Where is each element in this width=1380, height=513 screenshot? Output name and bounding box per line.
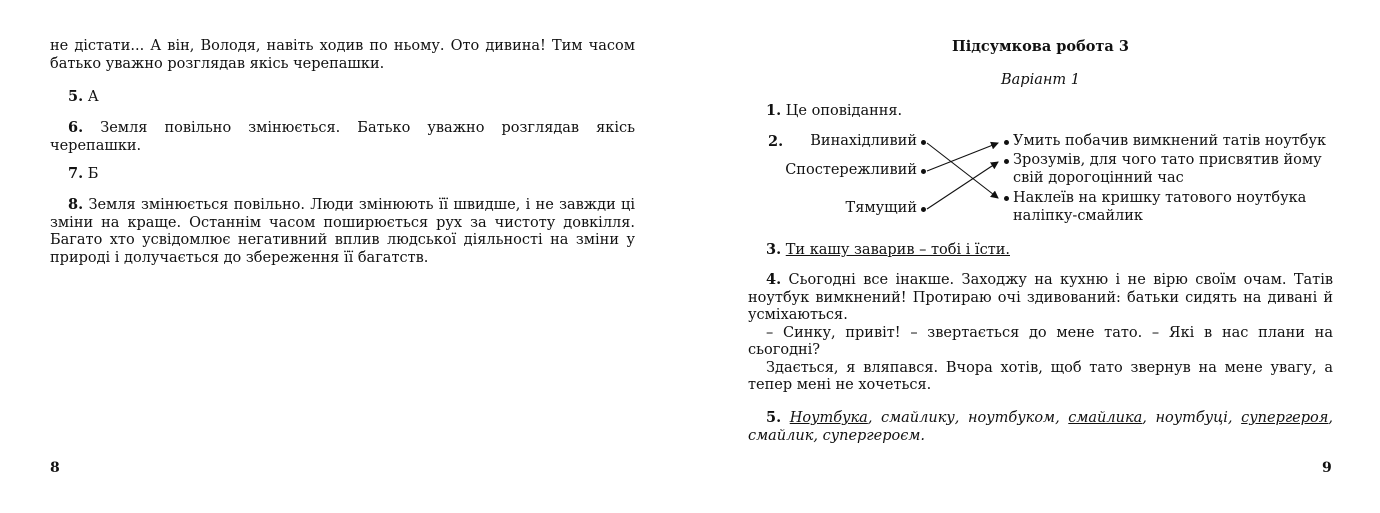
separator: , [867, 410, 882, 426]
answer-4 [748, 271, 1333, 395]
answer-number: 1. [766, 102, 782, 119]
match-arrow [927, 143, 998, 171]
answer-4-paragraph-3: Здається, я вляпався. Вчора хотів, щоб тато звернув на мене увагу, а тепер мені не хочеться. [748, 359, 1333, 393]
answer-number: 5. [766, 409, 782, 426]
proverb-text: Ти кашу заварив – тобі і їсти. [785, 242, 1010, 258]
match-left-item: Винахідливий [810, 133, 917, 149]
answer-5-right [748, 409, 1333, 445]
answer-number: 4. [766, 271, 782, 288]
answer-4-paragraph-1 [748, 271, 1333, 325]
match-arrow [927, 143, 998, 198]
underlined-word: Ноутбука [789, 410, 868, 426]
answer-number: 2. [768, 133, 784, 150]
answer-3 [748, 241, 1333, 260]
answer-4-paragraph-2: – Синку, привіт! – звертається до мене тато. – Які в нас плани на сьогодні? [748, 324, 1333, 358]
word-list: ноутбуці, [1155, 410, 1242, 426]
answer-number: 8. [68, 196, 84, 213]
page-number-left: 8 [50, 460, 60, 476]
answer-text: Земля повільно змінюється. Батько уважно розглядав якісь черепашки. [50, 120, 635, 154]
match-left-item: Спостережливий [785, 162, 917, 178]
word-list: смайлику, ноутбуком, [881, 410, 1069, 426]
word-list: смайлик, супергероєм. [748, 427, 925, 444]
answer-number: 3. [766, 241, 782, 258]
underlined-word: смайлика [1068, 410, 1143, 426]
separator: , [1142, 410, 1156, 426]
answer-text: Земля змінюється повільно. Люди змінюють її швидше, і не завжди ці зміни на краще. Останнім часом поширюється рух за чистоту довкілля. Багато хто усвідомлює негативний вплив людської діяльності на зміни у природі і долучається до збереження її багатств. [50, 197, 635, 266]
match-right-item: Наклеїв на кришку татового ноутбука наліпку-смайлик [1013, 190, 1307, 224]
section-title: Підсумкова робота 3 [952, 38, 1129, 55]
match-left-item: Тямущий [845, 200, 917, 216]
variant-label: Варіант 1 [1001, 72, 1080, 88]
match-arrow [927, 162, 998, 209]
answer-number: 5. [68, 88, 84, 105]
answer-text: Сьогодні все інакше. Заходжу на кухню і не вірю своїм очам. Татів ноутбук вимкнений! Протираю очі здивований: батьки сидять на дивані й усміхаються. [748, 272, 1334, 323]
match-right-item: Умить побачив вимкнений татів ноутбук [1013, 133, 1327, 149]
match-right-item: Зрозумів, для чого тато присвятив йому свій дорогоцінний час [1013, 152, 1322, 186]
answer-number: 6. [68, 119, 84, 136]
underlined-word: супергероя [1241, 410, 1329, 426]
continuation-paragraph: не дістати... А він, Володя, навіть ходив по ньому. Ото дивина! Тим часом батько уважно розглядав якісь черепашки. [50, 38, 635, 72]
answer-text: А [87, 89, 99, 105]
answer-number: 7. [68, 165, 84, 182]
answer-text: Б [87, 166, 99, 182]
page-number-right: 9 [1322, 460, 1332, 476]
separator: , [1328, 410, 1333, 426]
answer-text: Це оповідання. [785, 103, 903, 119]
